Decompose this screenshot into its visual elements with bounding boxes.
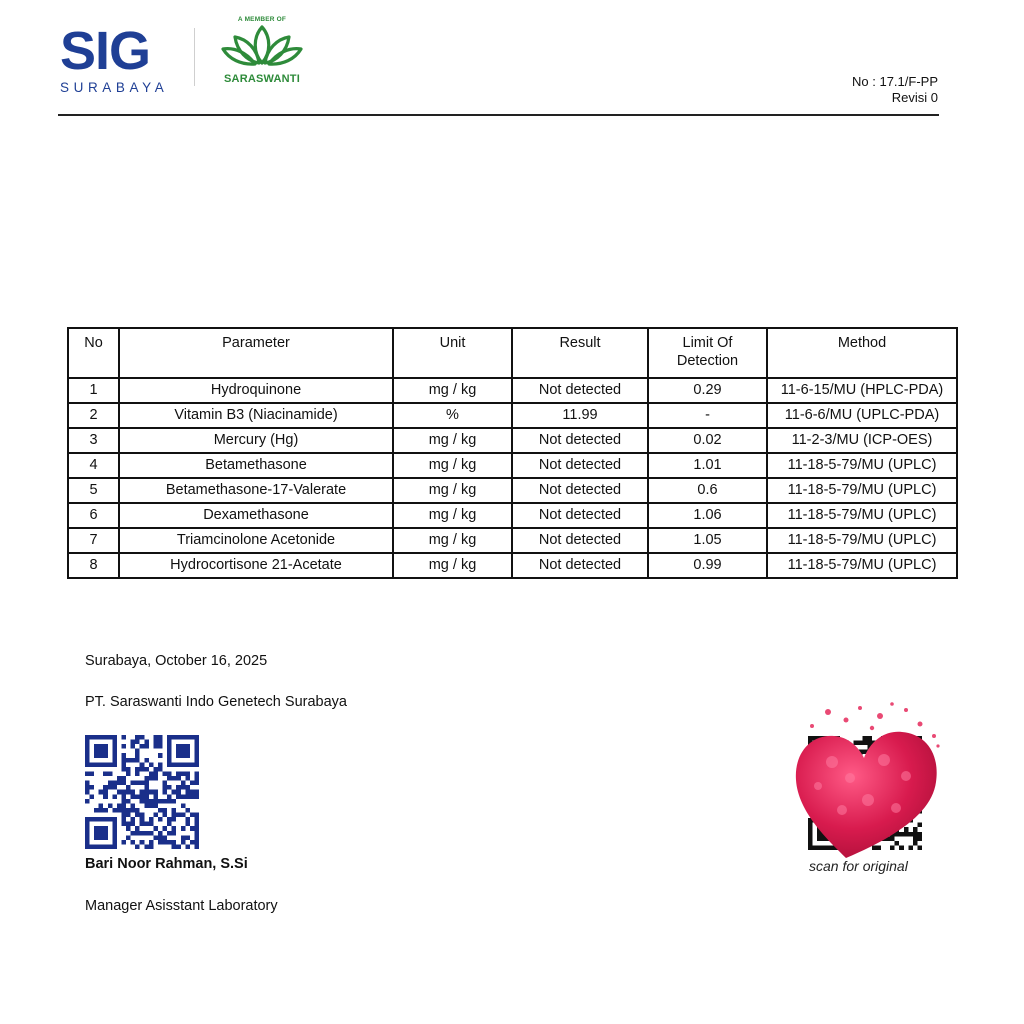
cell-method: 11-2-3/MU (ICP-OES) (767, 428, 957, 453)
results-table (67, 327, 958, 579)
cell-result: Not detected (512, 503, 648, 528)
col-header-no: No (68, 328, 119, 378)
cell-no: 8 (68, 553, 119, 578)
signer-title: Manager Asisstant Laboratory (85, 898, 278, 914)
scan-for-original-caption: scan for original (809, 858, 908, 874)
cell-limit: 1.01 (648, 453, 767, 478)
cell-no: 7 (68, 528, 119, 553)
cell-parameter: Vitamin B3 (Niacinamide) (119, 403, 393, 428)
cell-unit: mg / kg (393, 478, 512, 503)
cell-result: 11.99 (512, 403, 648, 428)
col-header-result: Result (512, 328, 648, 378)
member-of-text: A MEMBER OF (237, 16, 287, 23)
document-info (852, 74, 938, 106)
sig-logo-subtitle: SURABAYA (60, 80, 169, 95)
cell-unit: mg / kg (393, 528, 512, 553)
signer-name: Bari Noor Rahman, S.Si (85, 856, 248, 872)
cell-parameter: Hydrocortisone 21-Acetate (119, 553, 393, 578)
cell-method: 11-18-5-79/MU (UPLC) (767, 453, 957, 478)
col-header-method: Method (767, 328, 957, 378)
cell-method: 11-18-5-79/MU (UPLC) (767, 553, 957, 578)
cell-method: 11-6-6/MU (UPLC-PDA) (767, 403, 957, 428)
leaf-icon (219, 23, 305, 67)
cell-method: 11-18-5-79/MU (UPLC) (767, 503, 957, 528)
cell-result: Not detected (512, 528, 648, 553)
table-row (68, 453, 957, 478)
cell-limit: 0.6 (648, 478, 767, 503)
header-rule (58, 114, 939, 116)
sig-surabaya-logo (60, 21, 172, 95)
cell-unit: mg / kg (393, 503, 512, 528)
sig-logo-word: SIG (60, 21, 151, 81)
cell-parameter: Hydroquinone (119, 378, 393, 403)
cell-unit: mg / kg (393, 428, 512, 453)
table-row (68, 378, 957, 403)
cell-no: 2 (68, 403, 119, 428)
cell-limit: 0.02 (648, 428, 767, 453)
cell-result: Not detected (512, 453, 648, 478)
cell-no: 6 (68, 503, 119, 528)
cell-parameter: Triamcinolone Acetonide (119, 528, 393, 553)
col-header-limit-of-detection: Limit Of Detection (648, 328, 767, 378)
table-header-row (68, 328, 957, 378)
cell-parameter: Betamethasone (119, 453, 393, 478)
cell-no: 3 (68, 428, 119, 453)
cell-no: 4 (68, 453, 119, 478)
cell-unit: % (393, 403, 512, 428)
cell-limit: 1.05 (648, 528, 767, 553)
cell-method: 11-6-15/MU (HPLC-PDA) (767, 378, 957, 403)
cell-result: Not detected (512, 478, 648, 503)
cell-result: Not detected (512, 378, 648, 403)
report-date: Surabaya, October 16, 2025 (85, 653, 268, 669)
cell-method: 11-18-5-79/MU (UPLC) (767, 528, 957, 553)
saraswanti-name: SARASWANTI (224, 73, 300, 85)
cell-no: 5 (68, 478, 119, 503)
cell-limit: 1.06 (648, 503, 767, 528)
table-row (68, 428, 957, 453)
cell-no: 1 (68, 378, 119, 403)
cell-parameter: Dexamethasone (119, 503, 393, 528)
cell-method: 11-18-5-79/MU (UPLC) (767, 478, 957, 503)
cell-result: Not detected (512, 428, 648, 453)
cell-limit: 0.29 (648, 378, 767, 403)
table-row (68, 403, 957, 428)
cell-unit: mg / kg (393, 553, 512, 578)
document-number: No : 17.1/F-PP (852, 74, 938, 89)
qr-code-icon[interactable] (85, 735, 199, 849)
table-row (68, 528, 957, 553)
cell-limit: - (648, 403, 767, 428)
document-revision: Revisi 0 (891, 90, 938, 105)
col-header-parameter: Parameter (119, 328, 393, 378)
heart-icon (788, 700, 944, 866)
cell-limit: 0.99 (648, 553, 767, 578)
table-row (68, 553, 957, 578)
saraswanti-logo (212, 16, 312, 88)
cell-parameter: Betamethasone-17-Valerate (119, 478, 393, 503)
cell-result: Not detected (512, 553, 648, 578)
company-name: PT. Saraswanti Indo Genetech Surabaya (85, 694, 347, 710)
cell-unit: mg / kg (393, 453, 512, 478)
cell-unit: mg / kg (393, 378, 512, 403)
col-header-unit: Unit (393, 328, 512, 378)
header-logo-divider (194, 28, 195, 86)
cell-parameter: Mercury (Hg) (119, 428, 393, 453)
table-row (68, 478, 957, 503)
table-row (68, 503, 957, 528)
